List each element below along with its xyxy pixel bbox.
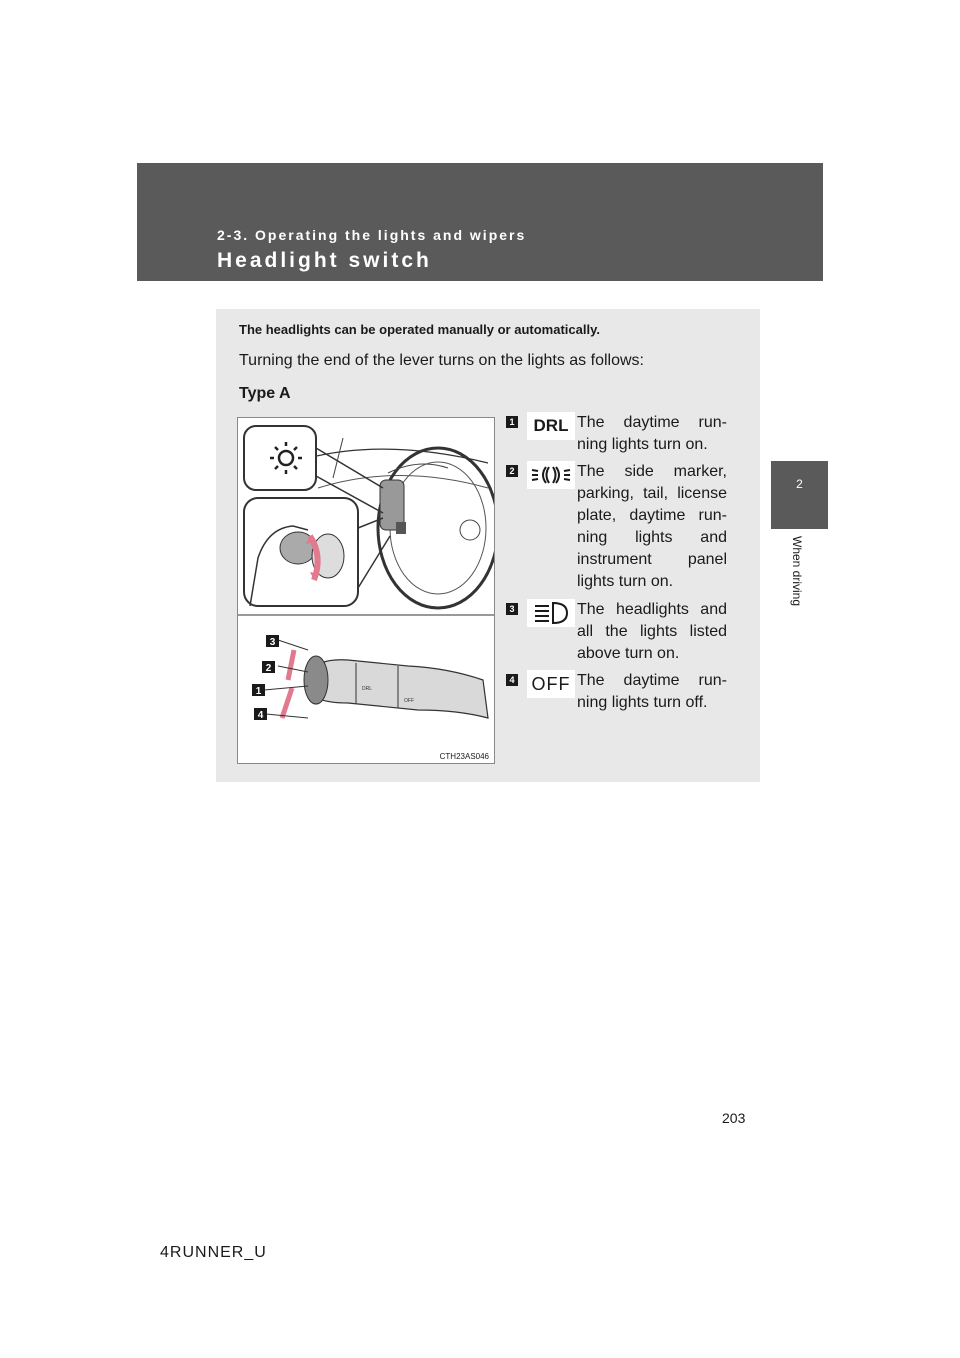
content-panel (216, 309, 760, 782)
item-number: 2 (506, 465, 518, 477)
page-title: Headlight switch (217, 249, 432, 272)
drl-icon: DRL (527, 412, 575, 440)
callout-1: 1 (255, 686, 262, 697)
chapter-label-text: When driving (790, 536, 804, 607)
item-number: 3 (506, 603, 518, 615)
item-number: 4 (506, 674, 518, 686)
item-number: 1 (506, 416, 518, 428)
section-header (137, 163, 823, 281)
headlight-switch-illustration (237, 417, 495, 764)
item-description: The headlights and all the lights listed above turn on. (577, 601, 727, 662)
illustration-svg (238, 418, 494, 763)
chapter-number: 2 (796, 477, 803, 491)
chapter-label (788, 536, 808, 626)
item-description: The daytime run-ning lights turn on. (577, 414, 727, 453)
lead-text: Turning the end of the lever turns on the lights as follows: (239, 352, 644, 369)
figure-code: CTH23AS046 (439, 752, 489, 761)
item-description: The daytime run-ning lights turn off. (577, 672, 727, 711)
section-label: 2-3. Operating the lights and wipers (217, 227, 527, 243)
headlight-icon (527, 599, 575, 627)
footer-model: 4RUNNER_U (160, 1244, 267, 1261)
side-marker-lights-icon (527, 461, 575, 489)
off-icon: OFF (527, 670, 575, 698)
callout-2: 2 (265, 663, 272, 674)
callout-4: 4 (257, 710, 264, 721)
page-number: 203 (722, 1110, 746, 1126)
intro-text: The headlights can be operated manually or automatically. (239, 322, 600, 337)
type-label: Type A (239, 385, 291, 402)
callout-3: 3 (269, 637, 276, 648)
item-description: The side marker, parking, tail, license plate, daytime run-ning lights and instrument panel lights turn on. (577, 463, 727, 590)
lever-mark-drl: DRL (362, 686, 373, 692)
chapter-tab (771, 461, 828, 529)
lever-mark-off: OFF (404, 698, 414, 704)
